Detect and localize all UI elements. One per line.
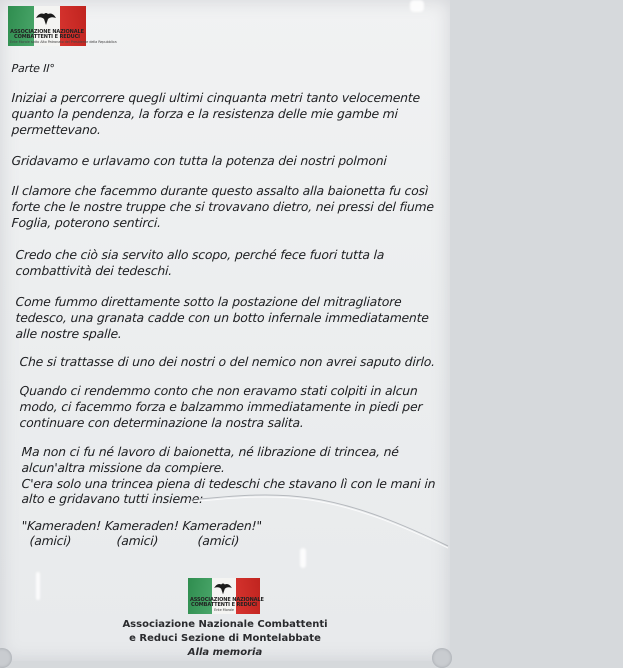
footer-logo-line1: ASSOCIAZIONE NAZIONALE xyxy=(190,597,264,603)
header-logo-line3: Ente Morale sotto Alto Patronato del Presidente della Repubblica xyxy=(10,40,117,44)
paragraph-line: alto e gridavano tutti insieme: xyxy=(21,492,204,506)
footer-line-2: e Reduci Sezione di Montelabbate xyxy=(129,633,321,644)
part-title: Parte II° xyxy=(11,62,56,75)
quote-line: "Kameraden! Kameraden! Kameraden!" xyxy=(21,519,263,533)
header-logo-line2: COMBATTENTI E REDUCI xyxy=(14,34,80,40)
paragraph-line: Foglia, poterono sentirci. xyxy=(11,216,162,230)
paragraph-line: Che si trattasse di uno dei nostri o del nemico non avrei saputo dirlo. xyxy=(19,355,436,369)
paragraph-line: permettevano. xyxy=(11,123,102,137)
header-logo-line1: ASSOCIAZIONE NAZIONALE xyxy=(10,29,84,35)
header-logo xyxy=(8,6,117,46)
footer-line-3: Alla memoria xyxy=(187,647,263,658)
paragraph-line: forte che le nostre truppe che si trovavano dietro, nei pressi del fiume xyxy=(11,200,435,214)
eagle-emblem-icon xyxy=(212,580,234,596)
paragraph-line: Il clamore che facemmo durante questo assalto alla baionetta fu così xyxy=(11,184,429,198)
eagle-emblem-icon xyxy=(34,9,58,27)
footer-line-1: Associazione Nazionale Combattenti xyxy=(122,619,328,630)
paragraph-line: C'era solo una trincea piena di tedeschi che stavano lì con le mani in xyxy=(21,477,436,491)
paragraph-line: Gridavamo e urlavamo con tutta la potenza dei nostri polmoni xyxy=(11,154,388,168)
light-glare xyxy=(410,0,424,12)
paragraph-line: alle nostre spalle. xyxy=(15,327,123,341)
paragraph-line: Iniziai a percorrere quegli ultimi cinquanta metri tanto velocemente xyxy=(11,91,421,105)
translation-1: (amici) xyxy=(29,534,72,548)
paragraph-line: Quando ci rendemmo conto che non eravamo stati colpiti in alcun xyxy=(19,384,419,398)
footer-logo-line2: COMBATTENTI E REDUCI xyxy=(191,602,257,608)
paragraph-line: Ma non ci fu né lavoro di baionetta, né librazione di trincea, né xyxy=(21,445,400,459)
paragraph-line: continuare con determinazione la nostra salita. xyxy=(19,416,305,430)
translation-2: (amici) xyxy=(116,534,159,548)
paragraph-line: combattività dei tedeschi. xyxy=(15,264,173,278)
paragraph-line: Credo che ciò sia servito allo scopo, perché fece fuori tutta la xyxy=(15,248,385,262)
light-glare xyxy=(300,548,306,568)
paragraph-line: modo, ci facemmo forza e balzammo immediatamente in piedi per xyxy=(19,400,423,414)
paragraph-line: tedesco, una granata cadde con un botto infernale immediatamente xyxy=(15,311,430,325)
mounting-clip xyxy=(432,648,452,668)
light-glare xyxy=(36,572,40,600)
paragraph-line: quanto la pendenza, la forza e la resistenza delle mie gambe mi xyxy=(11,107,399,121)
translation-3: (amici) xyxy=(197,534,240,548)
paragraph-line: alcun'altra missione da compiere. xyxy=(21,461,226,475)
footer-logo-line3: Ente Morale xyxy=(214,608,234,612)
footer-logo xyxy=(188,578,264,614)
paragraph-line: Come fummo direttamente sotto la postazione del mitragliatore xyxy=(15,295,402,309)
